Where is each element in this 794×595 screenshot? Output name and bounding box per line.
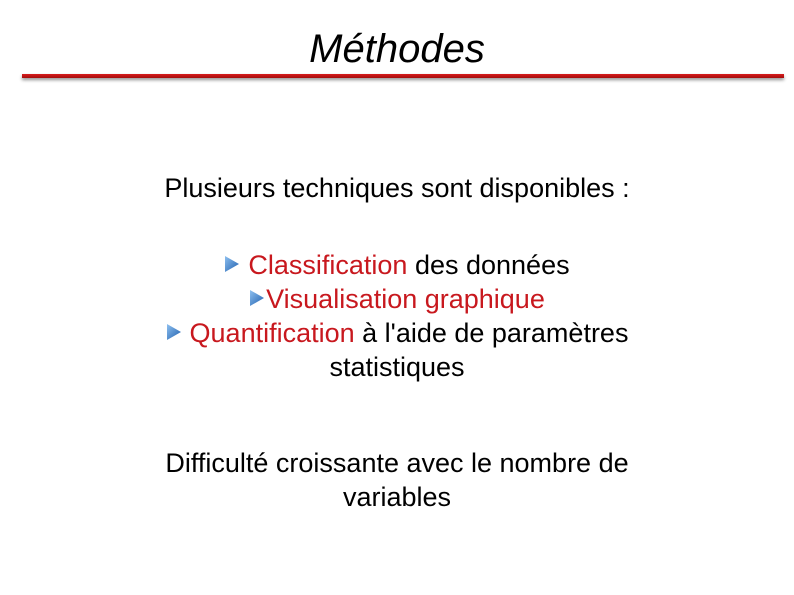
title-divider [22, 74, 784, 78]
bullet-highlight: Quantification [189, 318, 355, 348]
bullet-arrow-icon [249, 284, 265, 306]
bullet-text: des données [407, 250, 570, 280]
bullet-continuation: statistiques [329, 352, 465, 382]
bullet-item-classification [40, 248, 754, 282]
bullet-list [40, 248, 754, 384]
bullet-highlight: Visualisation graphique [266, 284, 545, 314]
bullet-highlight: Classification [248, 250, 408, 280]
intro-text: Plusieurs techniques sont disponibles : [164, 173, 630, 203]
slide-title: Méthodes [309, 27, 485, 71]
bullet-text: à l'aide de paramètres [354, 318, 629, 348]
bullet-item-quantification [40, 316, 754, 350]
difficulty-line-1: Difficulté croissante avec le nombre de [165, 448, 629, 478]
difficulty-text [40, 446, 754, 514]
bullet-item-visualisation [40, 282, 754, 316]
bullet-arrow-icon [224, 250, 240, 272]
difficulty-line-2: variables [342, 482, 452, 512]
bullet-arrow-icon [166, 318, 182, 340]
